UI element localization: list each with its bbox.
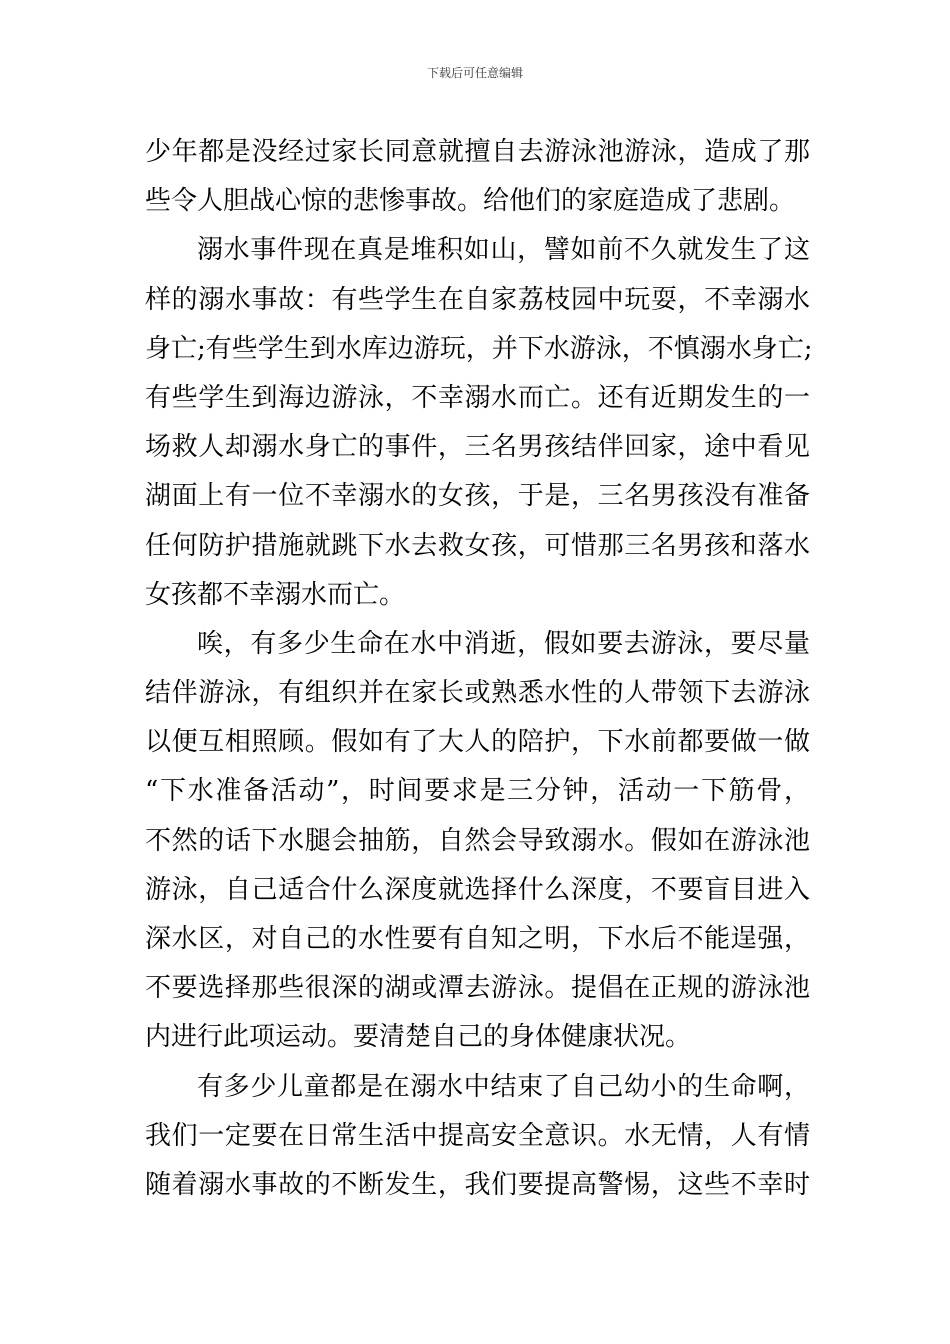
document-body (145, 128, 813, 1210)
text-line: 些令人胆战心惊的悲惨事故。给他们的家庭造成了悲剧。 (145, 186, 796, 217)
text-line: 结伴游泳，有组织并在家长或熟悉水性的人带领下去游泳 (145, 678, 810, 709)
text-line: 湖面上有一位不幸溺水的女孩，于是，三名男孩没有准备 (145, 481, 810, 512)
text-line: 唉，有多少生命在水中消逝，假如要去游泳，要尽量 (197, 628, 810, 659)
page-header: 下载后可任意编辑 (426, 66, 523, 80)
text-line: 身亡;有些学生到水库边游玩，并下水游泳，不慎溺水身亡; (145, 333, 813, 364)
text-line: 我们一定要在日常生活中提高安全意识。水无情，人有情 (145, 1120, 810, 1151)
text-line: 少年都是没经过家长同意就擅自去游泳池游泳，造成了那 (145, 137, 810, 167)
text-line: “下水准备活动”，时间要求是三分钟，活动一下筋骨， (145, 776, 810, 807)
text-line: 有多少儿童都是在溺水中结束了自己幼小的生命啊， (197, 1071, 810, 1102)
text-line: 以便互相照顾。假如有了大人的陪护，下水前都要做一做 (145, 727, 810, 758)
text-line: 女孩都不幸溺水而亡。 (145, 579, 406, 610)
text-line: 内进行此项运动。要清楚自己的身体健康状况。 (145, 1022, 692, 1053)
text-line: 溺水事件现在真是堆积如山，譬如前不久就发生了这 (197, 235, 810, 266)
text-line: 不要选择那些很深的湖或潭去游泳。提倡在正规的游泳池 (145, 973, 810, 1004)
text-line: 游泳，自己适合什么深度就选择什么深度，不要盲目进入 (145, 874, 810, 905)
text-line: 场救人却溺水身亡的事件，三名男孩结伴回家，途中看见 (145, 432, 810, 463)
text-line: 深水区，对自己的水性要有自知之明，下水后不能逞强， (145, 924, 810, 954)
text-line: 有些学生到海边游泳，不幸溺水而亡。还有近期发生的一 (145, 382, 810, 413)
text-line: 任何防护措施就跳下水去救女孩，可惜那三名男孩和落水 (145, 530, 810, 561)
text-line: 不然的话下水腿会抽筋，自然会导致溺水。假如在游泳池 (145, 825, 810, 856)
text-line: 随着溺水事故的不断发生，我们要提高警惕，这些不幸时 (145, 1169, 810, 1200)
text-line: 样的溺水事故：有些学生在自家荔枝园中玩耍，不幸溺水 (145, 284, 810, 315)
